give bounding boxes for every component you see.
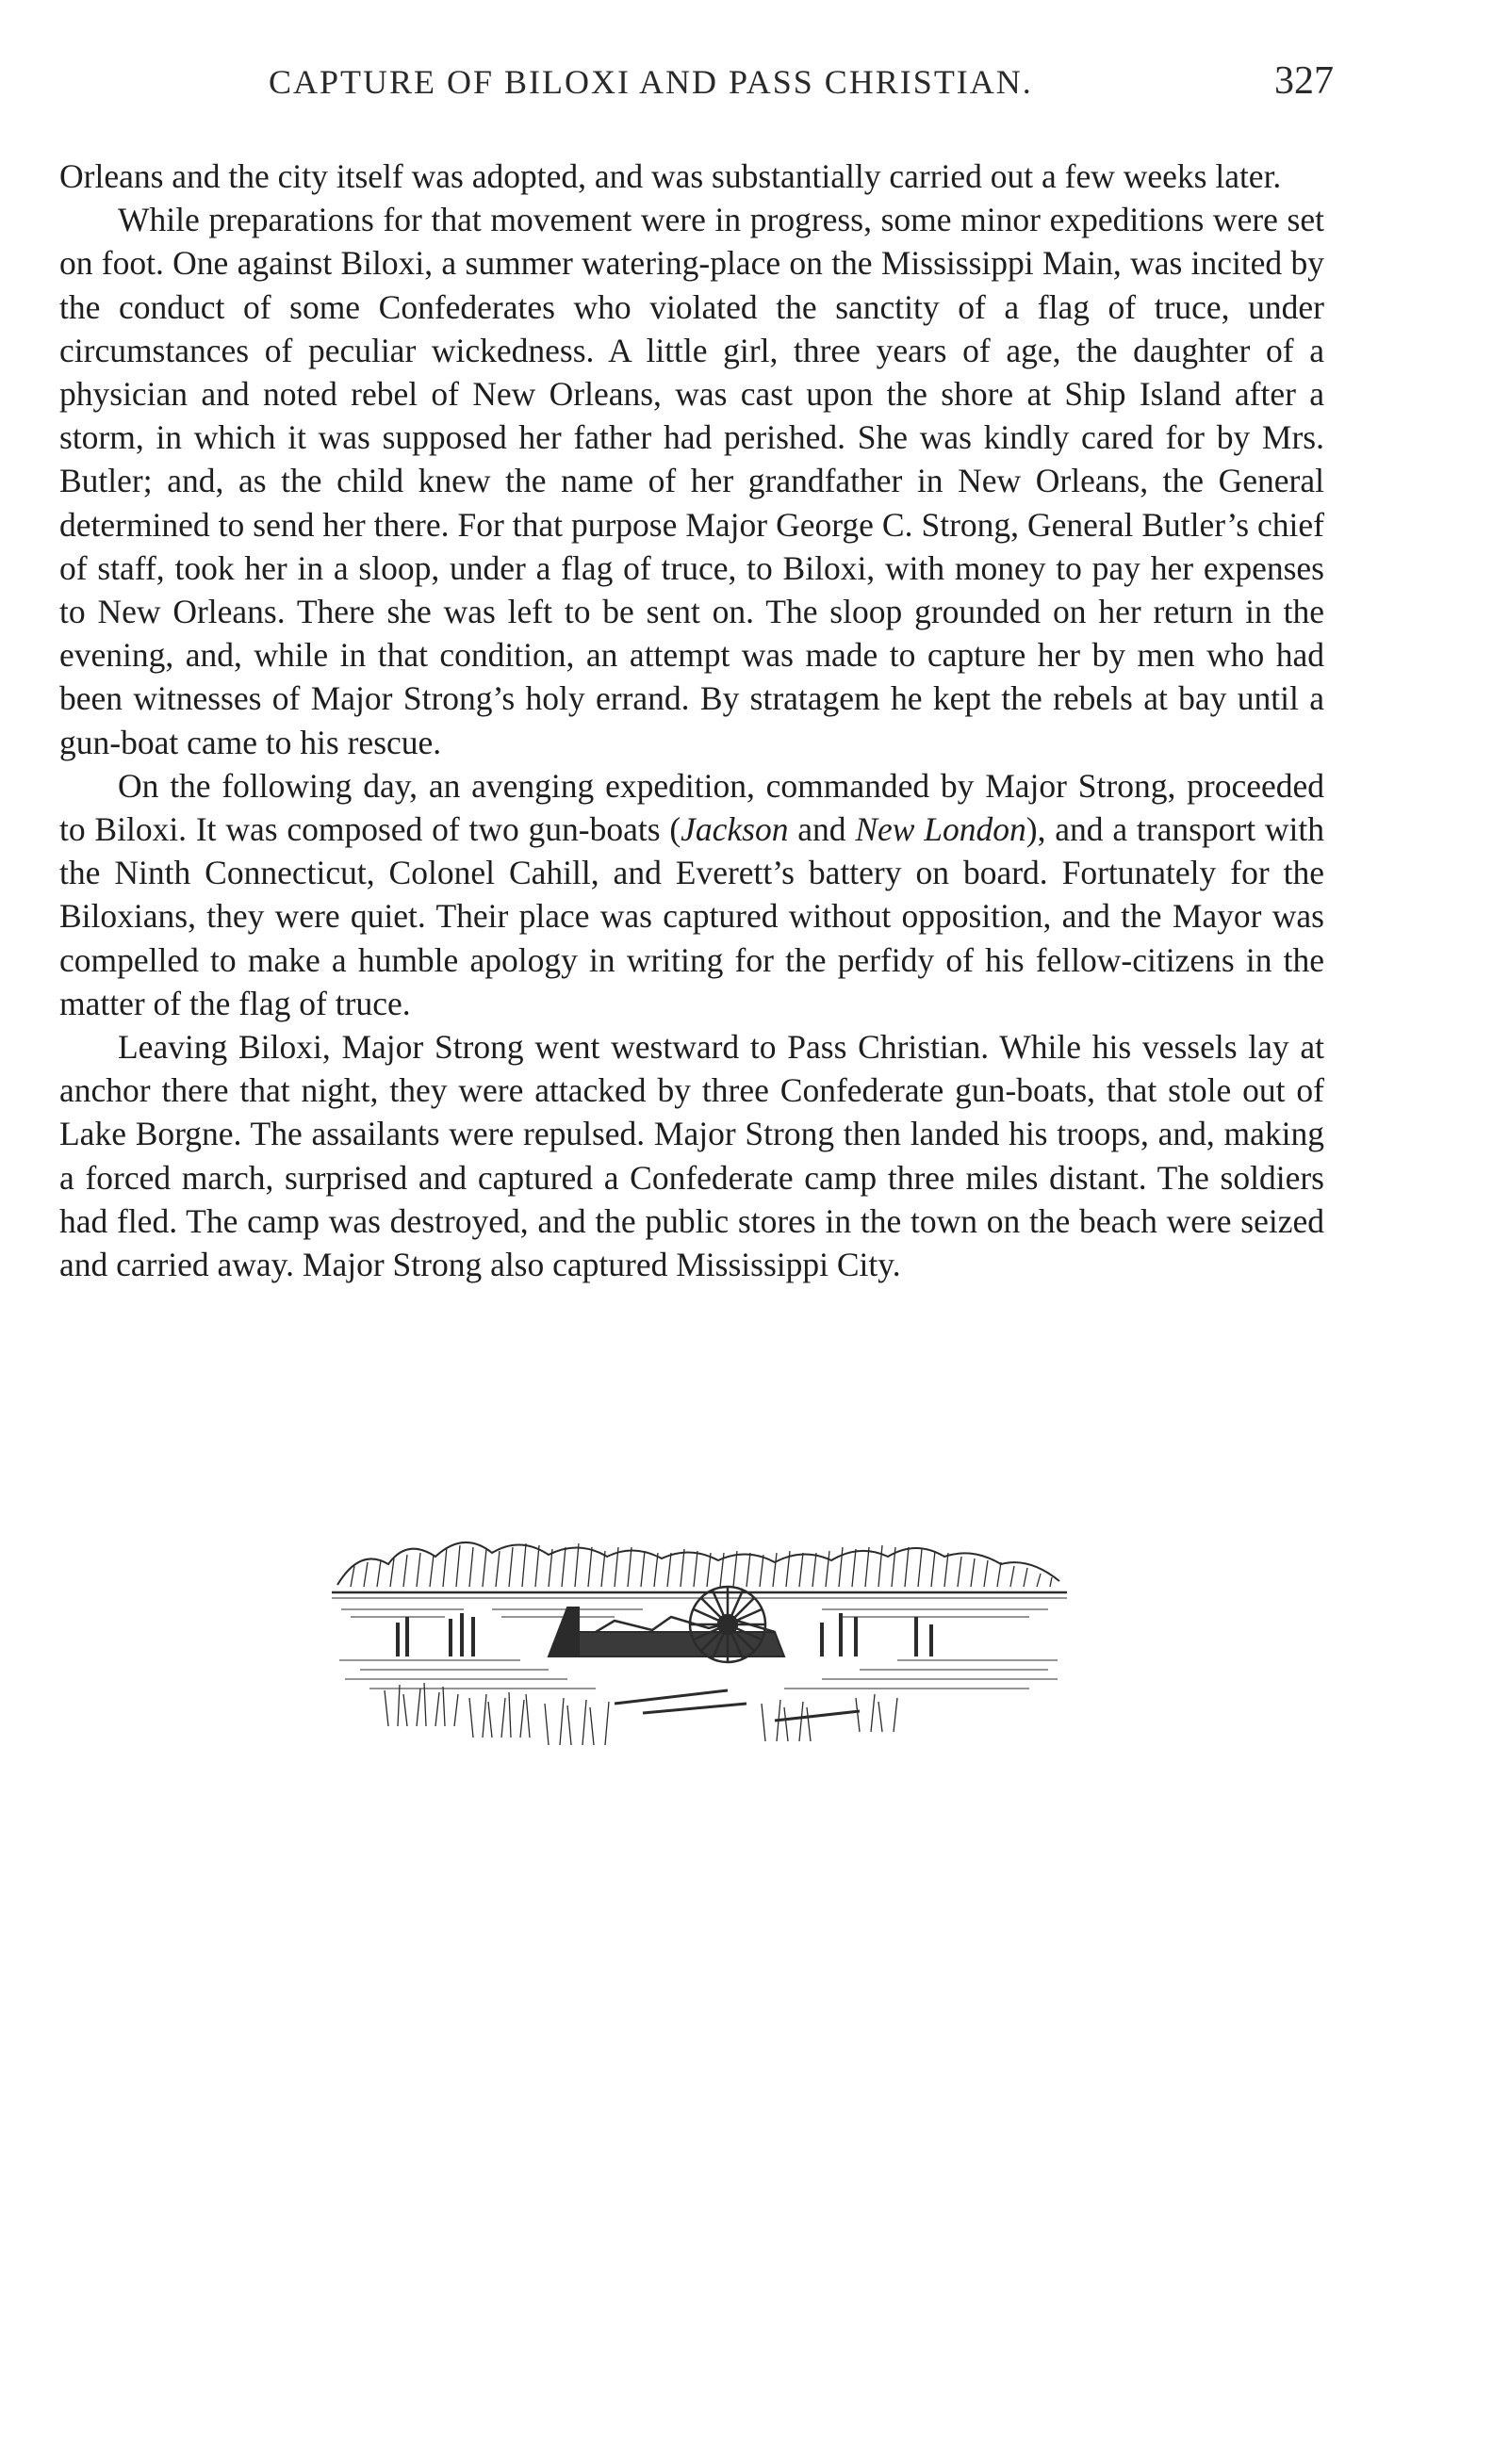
paragraph-avenging-expedition [59, 764, 1324, 1025]
page-number: 327 [1274, 59, 1334, 103]
wreck-hull [549, 1607, 579, 1656]
body-text [59, 155, 1324, 1286]
running-title: CAPTURE OF BILOXI AND PASS CHRISTIAN. [269, 63, 1033, 101]
paddle-wheel [690, 1587, 765, 1662]
running-head [59, 58, 1332, 115]
paragraph-pass-christian: Leaving Biloxi, Major Strong went westward to Pass Christian. While his vessels lay at anchor there that night, they were attacked by three Confederate gun-boats, that stole out of Lake Borgne. The assailants were repulsed. Major Strong then landed his troops, and, making a forced march, surprised and captured a Confederate camp three miles distant. The soldiers had fled. The camp was destroyed, and the public stores in the town on the beach were seized and carried away. Major Strong also captured Mississippi City. [59, 1028, 1324, 1284]
floating-timber [615, 1690, 860, 1721]
engraving-ink [332, 1542, 1067, 1745]
wrecked-paddle-steamer-engraving-icon [332, 1519, 1067, 1764]
paragraph-text: On the following day, an avenging expedition, commanded by Major Strong, proceeded to Biloxi. It was composed of two gun-boats ( [59, 766, 1324, 849]
foreground-reeds [385, 1683, 897, 1745]
ship-name-new-london: New London [855, 810, 1026, 849]
paragraph-biloxi-flag-of-truce: While preparations for that movement were in progress, some minor expeditions were set on foot. One against Biloxi, a summer watering-place on the Mississippi Main, was incited by the conduct of some Confederates who violated the sanctity of a flag of truce, under circumstances of peculiar wickedness. A little girl, three years of age, the daughter of a physician and noted rebel of New Orleans, was cast upon the shore at Ship Island after a storm, in which it was supposed her father had perished. She was kindly cared for by Mrs. Butler; and, as the child knew the name of her grandfather in New Orleans, the General determined to send her there. For that purpose Major George C. Strong, General Butler’s chief of staff, took her in a sloop, under a flag of truce, to Biloxi, with money to pay her expenses to New Orleans. There she was left to be sent on. The sloop grounded on her return in the evening, and, while in that condition, an attempt was made to capture her by men who had been witnesses of Major Strong’s holy errand. By stratagem he kept the rebels at bay until a gun-boat came to his rescue. [59, 201, 1324, 761]
paragraph-text: and [788, 810, 856, 849]
foliage-hatching [351, 1543, 1052, 1587]
paragraph-continuation: Orleans and the city itself was adopted, and was substantially carried out a few weeks later. [59, 157, 1282, 195]
paragraph-text: ), and a transport with the Ninth Connecticut, Colonel Cahill, and Everett’s battery on board. Fortunately for the Biloxians, they were quiet. Their place was captured without opposition, and the Mayor was compelled to make a humble apology in writing for the perfidy of his fellow-citizens in the matter of the flag of truce. [59, 810, 1324, 1022]
ship-name-jackson: Jackson [681, 810, 789, 849]
